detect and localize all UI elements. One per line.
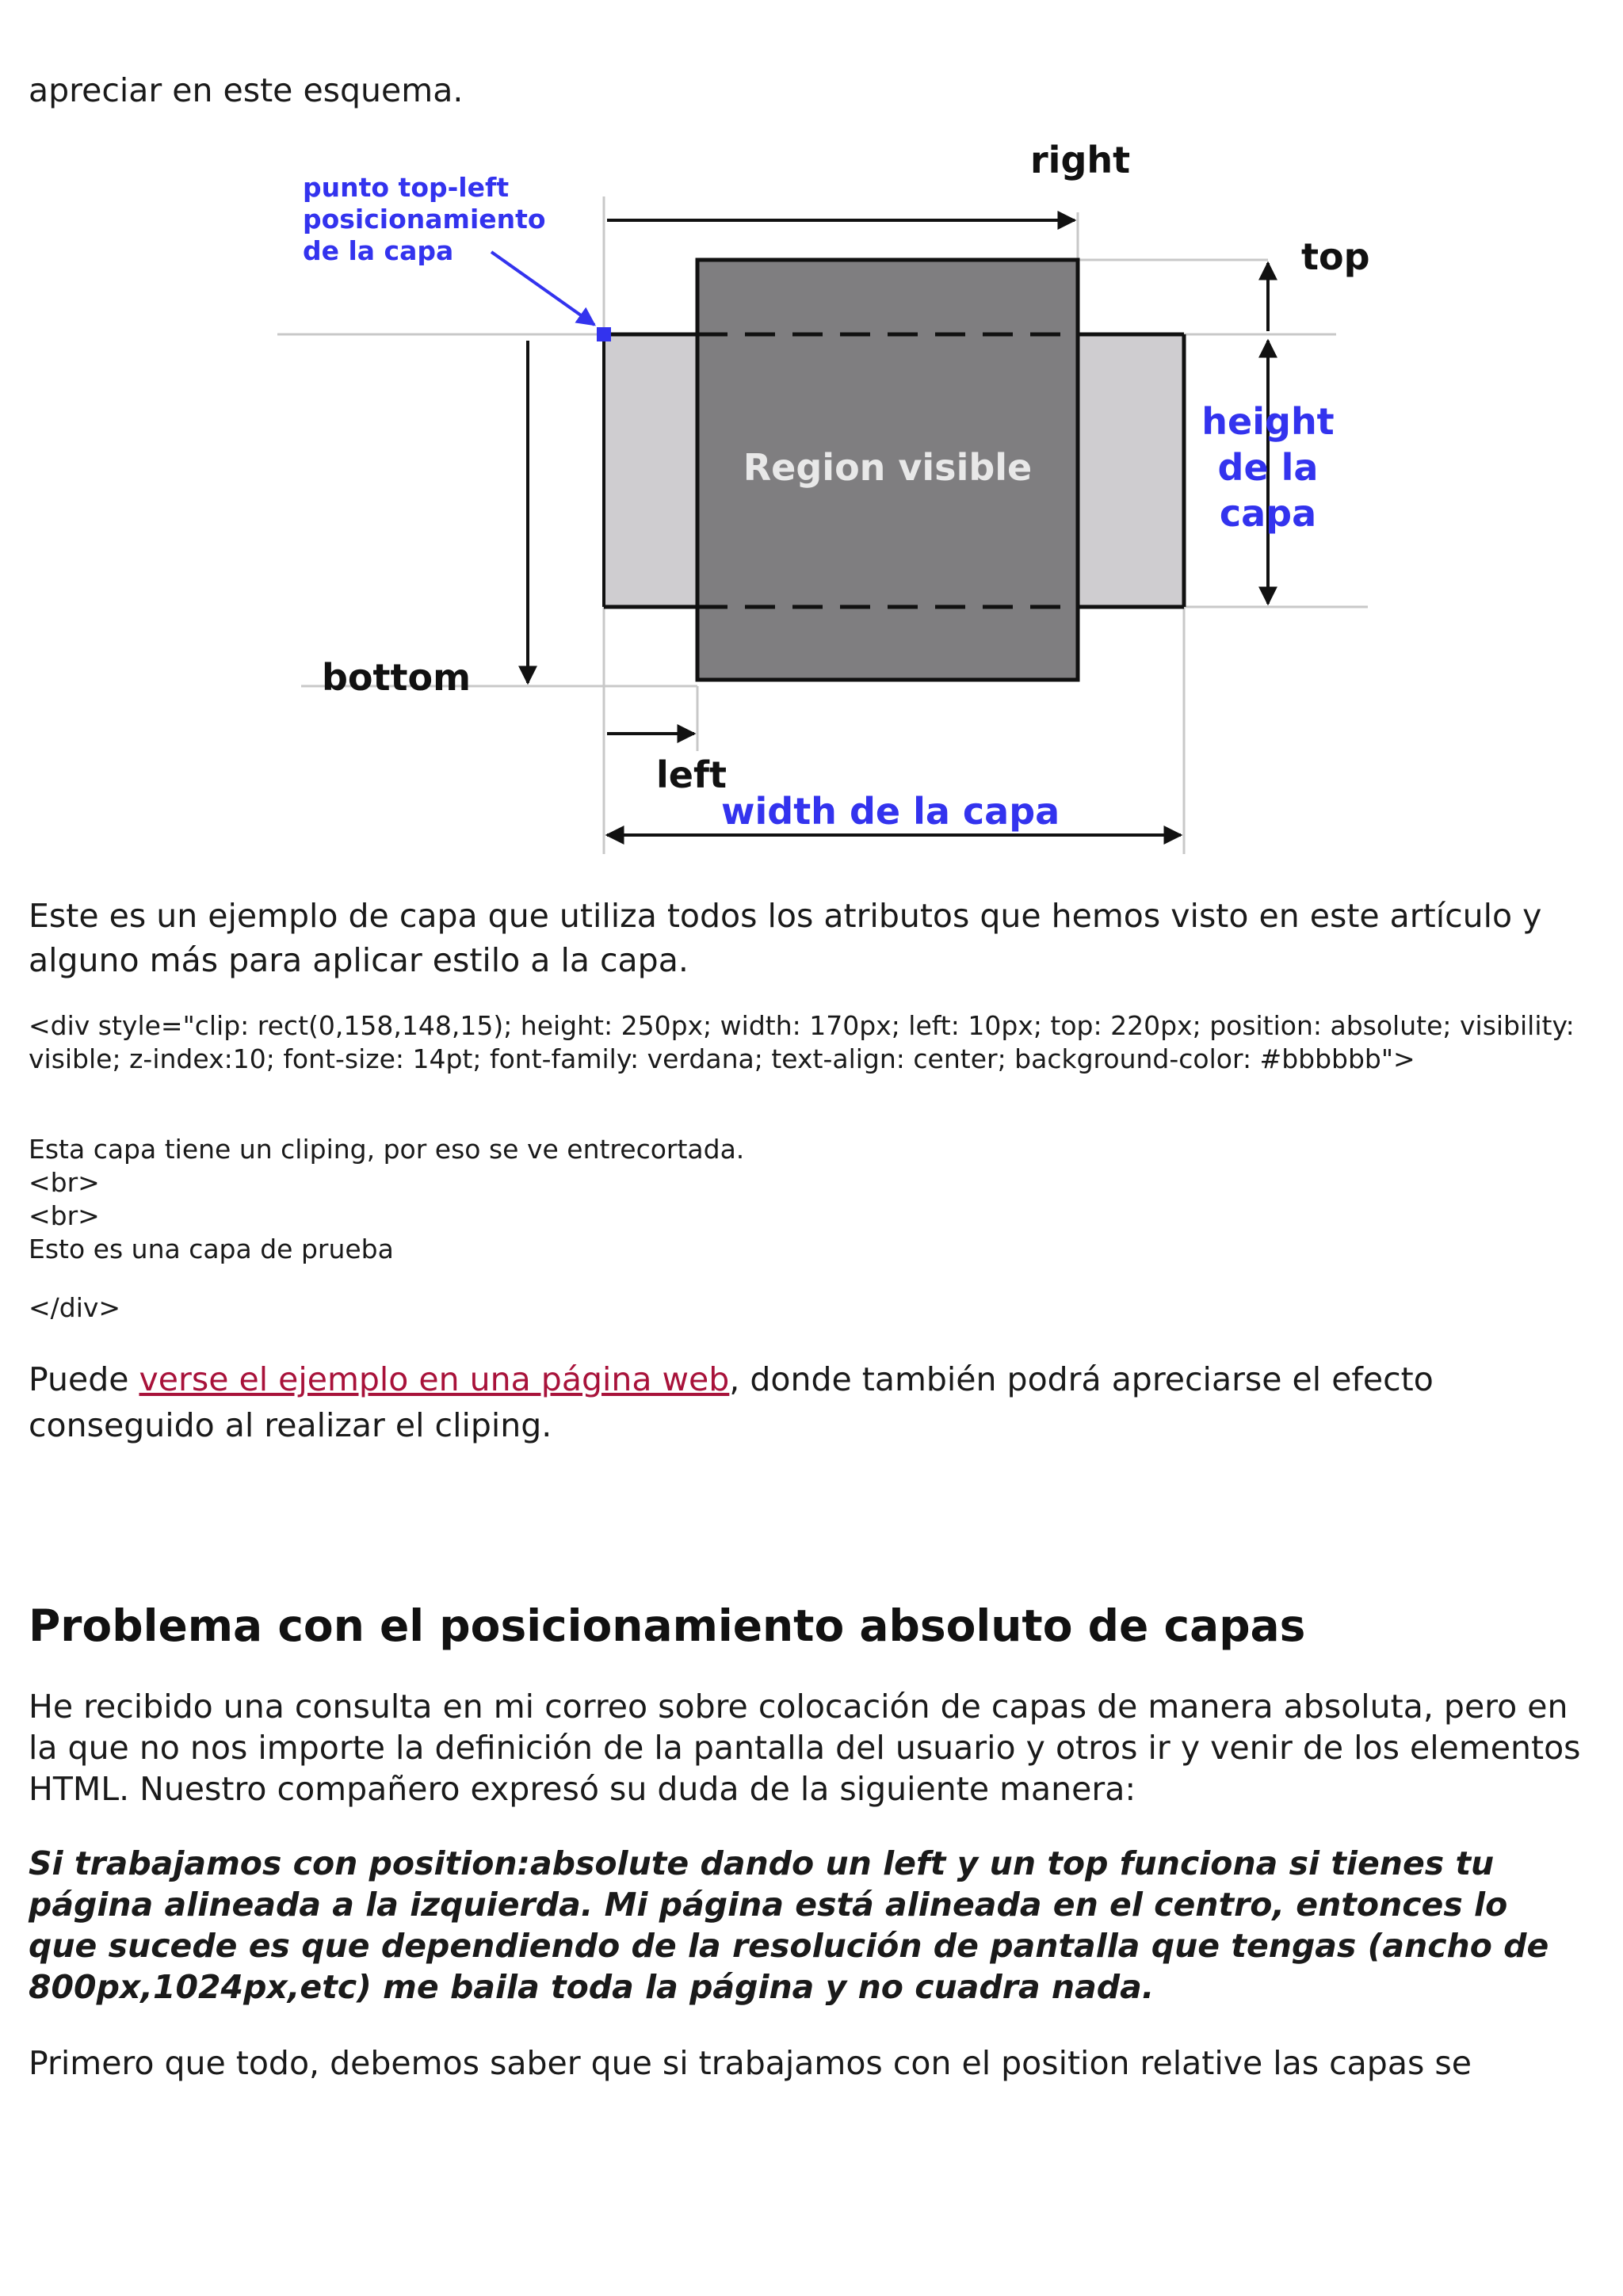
label-point-line2: posicionamiento xyxy=(303,204,546,235)
code-body xyxy=(29,1133,744,1266)
label-region-visible: Region visible xyxy=(743,446,1033,489)
paragraph-example-link-after: , donde también podrá apreciarse el efecto conseguido al realizar el cliping. xyxy=(29,1360,1434,1444)
top-left-point-marker xyxy=(597,327,611,341)
paragraph-example-link-before: Puede xyxy=(29,1360,139,1398)
paragraph-example-intro: Este es un ejemplo de capa que utiliza todos los atributos que hemos visto en este artículo y alguno más para aplicar estilo a la capa. xyxy=(29,897,1542,979)
label-width: width de la capa xyxy=(721,790,1060,833)
clip-diagram xyxy=(277,133,1371,862)
label-right: right xyxy=(1030,139,1131,181)
section-heading: Problema con el posicionamiento absoluto de capas xyxy=(29,1600,1306,1651)
code-div-open: <div style="clip: rect(0,158,148,15); height: 250px; width: 170px; left: 10px; top: 220px; position: absolute; visibility: visible; z-index:10; font-size: 14pt; font-family: verdana; text-align: center; background-color: #bbbbbb"> xyxy=(29,1010,1575,1074)
code-line-4: Esto es una capa de prueba xyxy=(29,1234,394,1264)
clip-diagram-svg xyxy=(277,133,1371,862)
paragraph-question-intro: He recibido una consulta en mi correo sobre colocación de capas de manera absoluta, pero en la que no nos importe la definición de la pantalla del usuario y otros ir y venir de los elementos HTML. Nuestro compañero expresó su duda de la siguiente manera: xyxy=(29,1688,1581,1808)
code-line-3: <br> xyxy=(29,1200,100,1231)
label-point-line1: punto top-left xyxy=(303,172,510,203)
code-div-close: </div> xyxy=(29,1292,121,1323)
intro-tail-text: apreciar en este esquema. xyxy=(29,71,464,109)
point-pointer-arrow xyxy=(491,252,594,325)
example-page-link[interactable]: verse el ejemplo en una página web xyxy=(139,1360,730,1398)
label-top: top xyxy=(1301,235,1370,278)
reader-question-quote: Si trabajamos con position:absolute dando un left y un top funciona si tienes tu página alineada a la izquierda. Mi página está alineada en el centro, entonces lo que sucede es que dependiendo de la resolución de pantalla que tengas (ancho de 800px,1024px,etc) me baila toda la página y no cuadra nada. xyxy=(29,1844,1549,2006)
label-height-line2: de la xyxy=(1217,446,1319,489)
paragraph-example-link xyxy=(29,1356,1582,1448)
label-height-line3: capa xyxy=(1219,492,1317,535)
code-line-1: Esta capa tiene un cliping, por eso se ve entrecortada. xyxy=(29,1134,745,1165)
label-left: left xyxy=(656,753,727,796)
code-line-2: <br> xyxy=(29,1167,100,1198)
paragraph-answer-start: Primero que todo, debemos saber que si trabajamos con el position relative las capas se xyxy=(29,2044,1472,2082)
label-height-line1: height xyxy=(1201,400,1335,443)
label-point-line3: de la capa xyxy=(303,235,454,266)
label-bottom: bottom xyxy=(322,656,472,699)
